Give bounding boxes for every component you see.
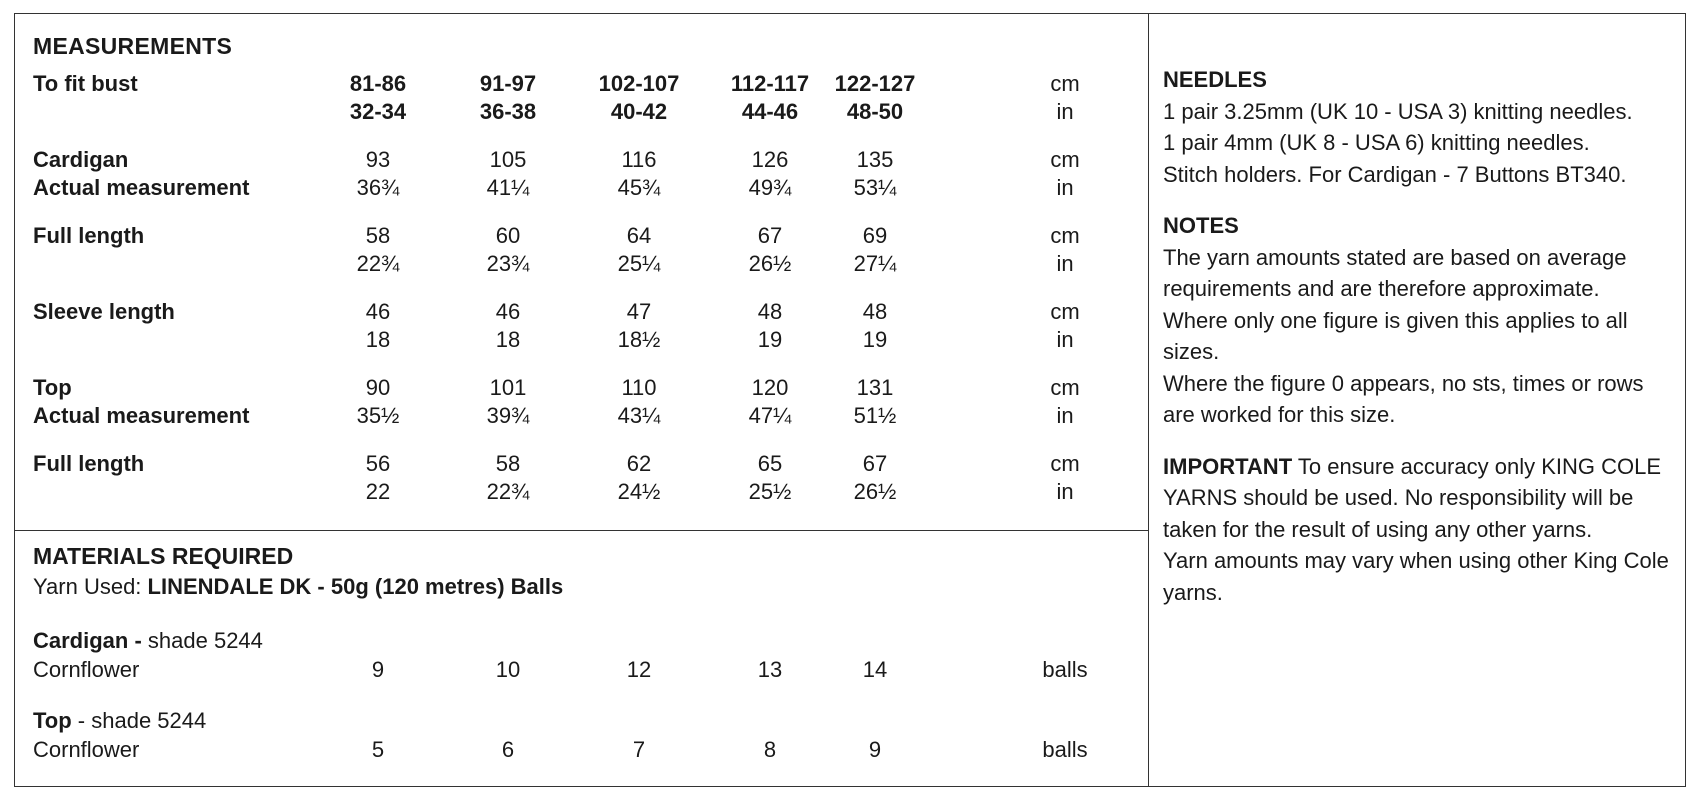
row-label: Cardigan: [33, 147, 129, 172]
row-label: Full length: [33, 223, 145, 248]
value-cm: 69: [862, 223, 888, 248]
value-cm: 62: [626, 451, 652, 476]
value-in: 22: [365, 479, 391, 504]
section-divider: [14, 530, 1148, 531]
materials-section: [33, 540, 1133, 764]
measurements-table: [33, 70, 1133, 508]
value-in: 36¾: [356, 175, 400, 200]
ball-count: 14: [862, 657, 888, 682]
info-column: [1163, 64, 1678, 628]
colour-name: Cornflower: [33, 737, 140, 762]
ball-count: 5: [371, 737, 385, 762]
ball-count: 13: [757, 657, 783, 682]
notes-title: NOTES: [1163, 213, 1239, 238]
size-cm: 112-117: [730, 71, 810, 96]
ball-count: 6: [501, 737, 515, 762]
size-cm: 122-127: [834, 71, 916, 96]
value-cm: 65: [757, 451, 783, 476]
size-cm: 81-86: [349, 71, 407, 96]
row-label: To fit bust: [33, 71, 138, 96]
value-in: 25½: [748, 479, 792, 504]
value-in: 24½: [617, 479, 661, 504]
unit-cm: cm: [1050, 299, 1080, 324]
value-cm: 47: [626, 299, 652, 324]
value-in: 25¼: [617, 251, 661, 276]
value-cm: 120: [751, 375, 789, 400]
unit-in: in: [1056, 99, 1074, 124]
row-sublabel: Actual measurement: [33, 175, 250, 200]
notes-section: [1163, 210, 1678, 431]
row-cardigan-actual: [33, 146, 1133, 204]
value-cm: 67: [757, 223, 783, 248]
row-sleeve-length: [33, 298, 1133, 356]
column-divider: [1148, 13, 1149, 787]
value-in: 51½: [853, 403, 897, 428]
value-cm: 101: [489, 375, 527, 400]
ball-count: 9: [371, 657, 385, 682]
row-top-actual: [33, 374, 1133, 432]
size-in: 48-50: [846, 99, 904, 124]
material-row-cardigan: [33, 626, 1133, 684]
value-in: 26½: [853, 479, 897, 504]
ball-count: 9: [868, 737, 882, 762]
important-title: IMPORTANT: [1163, 453, 1293, 479]
important-text-2: Yarn amounts may vary when using other King Cole yarns.: [1163, 548, 1669, 605]
size-in: 44-46: [741, 99, 799, 124]
unit-in: in: [1056, 251, 1074, 276]
value-in: 18: [495, 327, 521, 352]
unit-in: in: [1056, 403, 1074, 428]
value-cm: 64: [626, 223, 652, 248]
value-in: 18½: [617, 327, 661, 352]
row-cardigan-length: [33, 222, 1133, 280]
measurements-title: MEASUREMENTS: [33, 33, 233, 59]
garment-name: Top: [33, 708, 72, 733]
unit-cm: cm: [1050, 451, 1080, 476]
unit-balls: balls: [1042, 737, 1088, 762]
row-bust: [33, 70, 1133, 128]
note-line: Where only one figure is given this applies to all sizes.: [1163, 307, 1628, 364]
ball-count: 10: [495, 657, 521, 682]
value-in: 19: [862, 327, 888, 352]
value-cm: 67: [862, 451, 888, 476]
value-in: 43¼: [617, 403, 661, 428]
unit-balls: balls: [1042, 657, 1088, 682]
row-label: Sleeve length: [33, 299, 175, 324]
shade: - shade 5244: [71, 708, 207, 733]
value-cm: 135: [856, 147, 894, 172]
needles-section: [1163, 64, 1678, 190]
yarn-used: Yarn Used: LINENDALE DK - 50g (120 metres) Balls: [33, 574, 564, 599]
value-cm: 105: [489, 147, 527, 172]
needles-text: 1 pair 3.25mm (UK 10 - USA 3) knitting needles. 1 pair 4mm (UK 8 - USA 6) knitting needles. Stitch holders. For Cardigan - 7 Buttons BT340.: [1163, 98, 1633, 187]
row-top-length: [33, 450, 1133, 508]
unit-cm: cm: [1050, 147, 1080, 172]
size-cm: 91-97: [479, 71, 537, 96]
size-in: 32-34: [349, 99, 407, 124]
value-cm: 90: [365, 375, 391, 400]
size-in: 36-38: [479, 99, 537, 124]
value-in: 27¼: [853, 251, 897, 276]
value-cm: 110: [621, 375, 657, 400]
ball-count: 8: [763, 737, 777, 762]
value-cm: 58: [495, 451, 521, 476]
size-in: 40-42: [610, 99, 668, 124]
value-in: 22¾: [356, 251, 400, 276]
size-cm: 102-107: [598, 71, 680, 96]
row-sublabel: Actual measurement: [33, 403, 250, 428]
value-in: 41¼: [486, 175, 530, 200]
value-cm: 46: [495, 299, 521, 324]
note-line: Where the figure 0 appears, no sts, times or rows are worked for this size.: [1163, 370, 1644, 427]
yarn-name: LINENDALE DK - 50g (120 metres) Balls: [147, 574, 564, 599]
colour-name: Cornflower: [33, 657, 140, 682]
value-cm: 60: [495, 223, 521, 248]
ball-count: 12: [626, 657, 652, 682]
value-in: 19: [757, 327, 783, 352]
shade: shade 5244: [141, 628, 263, 653]
unit-in: in: [1056, 479, 1074, 504]
row-label: Full length: [33, 451, 145, 476]
value-in: 22¾: [486, 479, 530, 504]
value-cm: 93: [365, 147, 391, 172]
value-in: 49¾: [748, 175, 792, 200]
needles-title: NEEDLES: [1163, 67, 1267, 92]
note-line: The yarn amounts stated are based on average requirements and are therefore approximate.: [1163, 244, 1627, 301]
unit-in: in: [1056, 175, 1074, 200]
value-cm: 58: [365, 223, 391, 248]
value-in: 47¼: [748, 403, 792, 428]
value-in: 45¾: [617, 175, 661, 200]
value-in: 23¾: [486, 251, 530, 276]
value-cm: 56: [365, 451, 391, 476]
value-in: 35½: [356, 403, 400, 428]
value-cm: 116: [621, 147, 657, 172]
ball-count: 7: [632, 737, 646, 762]
important-text: To ensure accuracy only KING COLE YARNS should be used. No responsibility will be taken for the result of using any other yarns.: [1163, 453, 1662, 542]
materials-title: MATERIALS REQUIRED: [33, 543, 294, 569]
unit-cm: cm: [1050, 71, 1080, 96]
row-label: Top: [33, 375, 72, 400]
unit-cm: cm: [1050, 223, 1080, 248]
value-cm: 131: [856, 375, 894, 400]
unit-cm: cm: [1050, 375, 1080, 400]
material-row-top: [33, 706, 1133, 764]
unit-in: in: [1056, 327, 1074, 352]
measurements-section: [33, 28, 1133, 508]
important-section: [1163, 451, 1678, 609]
value-in: 39¾: [486, 403, 530, 428]
value-in: 53¼: [853, 175, 897, 200]
value-cm: 48: [757, 299, 783, 324]
value-cm: 46: [365, 299, 391, 324]
garment-name: Cardigan -: [33, 628, 142, 653]
value-in: 26½: [748, 251, 792, 276]
value-in: 18: [365, 327, 391, 352]
value-cm: 126: [751, 147, 789, 172]
value-cm: 48: [862, 299, 888, 324]
